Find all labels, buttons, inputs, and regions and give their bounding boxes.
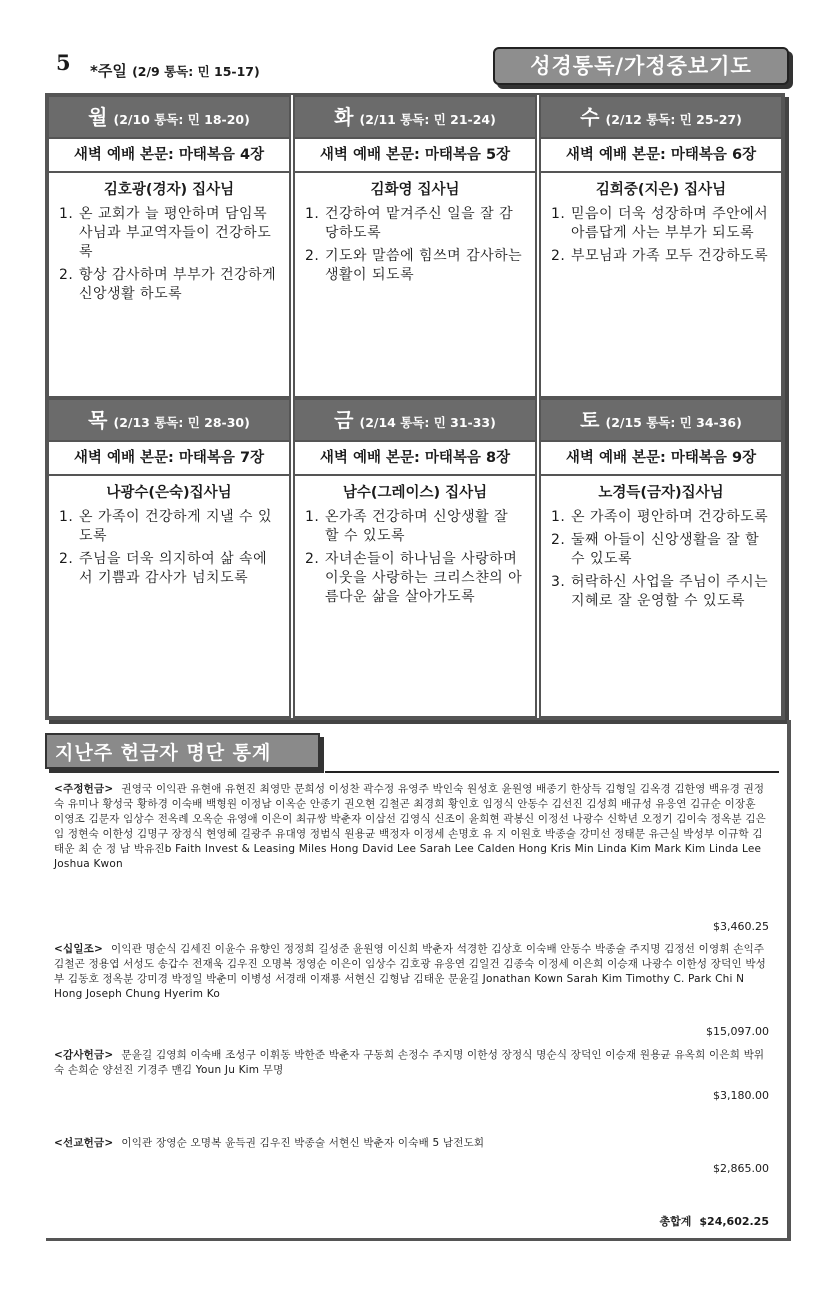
- divider: [325, 771, 779, 773]
- day-person: 남수(그레이스) 집사님: [342, 485, 488, 501]
- prayer-list: [49, 205, 289, 304]
- day-name: 금: [334, 408, 354, 432]
- offering-total: $3,460.25: [713, 920, 769, 933]
- offering-label: <십일조>: [54, 943, 104, 955]
- day-header: [295, 400, 535, 440]
- prayer-item: 1. 믿음이 더욱 성장하며 주안에서 아름답게 사는 부부가 되도록: [551, 206, 769, 241]
- day-person: 김희중(지은) 집사님: [595, 182, 727, 198]
- prayer-item: 2. 자녀손들이 하나님을 사랑하며 이웃을 사랑하는 크리스챤의 아름다운 삶을 살아가도록: [305, 551, 523, 605]
- prayer-item: 1. 온가족 건강하며 신앙생활 잘 할 수 있도록: [305, 509, 509, 544]
- offering-names: 이익관 명순식 김세진 이윤수 유향인 정정희 길성준 윤원영 이신희 박춘자 석경한 김상호 이숙배 안동수 박종술 주지명 김정선 이영휘 손익주 김철곤 정용엽 서성도 송갑수 전재욱 김우진 오명복 정영순 이은이 임상수 김호광 유응연 김일건 김종숙 이정세 이은희 이승재 나광수 이한성 장덕인 박성부 김동호 정옥분 강미경 박정일 박춘미 이병성 서경래 이재룡 서현신 김형남 김태운 문윤길 Jonathan Kown Sarah Kim Timothy C. Park Chi N Hong Joseph Chung Hyerim Ko: [54, 943, 767, 1000]
- day-sermon: 새벽 예배 본문: 마태복음 8장: [295, 440, 535, 476]
- offering-label: <선교헌금>: [54, 1137, 114, 1149]
- day-name: 목: [88, 408, 108, 432]
- grand-total-value: $24,602.25: [699, 1215, 769, 1228]
- sunday-label: *주일: [90, 62, 127, 80]
- sunday-reading: (2/9 통독: 민 15-17): [132, 64, 260, 79]
- day-cell-thu: [47, 398, 291, 718]
- prayer-item: 1. 온 가족이 평안하며 건강하도록: [551, 509, 769, 525]
- offering-names: 이익관 장영순 오명복 윤득권 김우진 박종술 서현신 박춘자 이숙배 5 남전도회: [121, 1137, 485, 1149]
- day-cell-wed: [539, 95, 783, 398]
- grand-total-label: 총합계: [659, 1215, 692, 1228]
- prayer-list: [541, 508, 781, 611]
- day-reading: (2/12 통독: 민 25-27): [605, 112, 742, 127]
- day-person: 나광수(은숙)집사님: [106, 485, 232, 501]
- grand-total: [660, 1213, 769, 1229]
- day-cell-fri: [293, 398, 537, 718]
- prayer-list: [541, 205, 781, 266]
- day-reading: (2/11 통독: 민 21-24): [359, 112, 496, 127]
- day-name: 토: [580, 408, 600, 432]
- day-header: [295, 97, 535, 137]
- prayer-item: 2. 기도와 말씀에 힘쓰며 감사하는 생활이 되도록: [305, 248, 523, 283]
- day-cell-tue: [293, 95, 537, 398]
- offering-section-title: 지난주 헌금자 명단 통계: [45, 733, 320, 769]
- divider: [46, 1238, 791, 1241]
- offering-total: $3,180.00: [713, 1089, 769, 1102]
- prayer-item: 1. 온 가족이 건강하게 지낼 수 있도록: [59, 509, 273, 544]
- day-header: [541, 97, 781, 137]
- prayer-item: 2. 둘째 아들이 신앙생활을 잘 할 수 있도록: [551, 532, 760, 567]
- offering-names: 문윤길 김영희 이숙배 조성구 이휘동 박한준 박춘자 구동희 손정수 주지명 이한성 장정식 명순식 장덕인 이승재 원용균 유옥희 이은희 박위숙 손희순 양선진 기경주 맨김 Youn Ju Kim 무명: [54, 1049, 765, 1076]
- day-reading: (2/15 통독: 민 34-36): [605, 415, 742, 430]
- section-title: 성경통독/가정중보기도: [493, 47, 789, 85]
- offering-names: 권영국 이익관 유현애 유현진 최영만 문희성 이성찬 곽수정 유영주 박인숙 원성호 윤원영 배종기 한상득 김형일 김옥경 김한영 백유경 권정숙 유미나 황성국 황하경 이숙배 백형원 이정남 이옥순 안종기 권오현 김철곤 최경희 황인호 임정식 안동수 김선진 김성희 배규성 유응연 김규순 이장훈 이영조 김문자 임상수 전옥례 오옥순 유영애 이은이 최규쌍 박춘자 이삼선 김영식 신조이 윤희현 곽봉신 이정선 나광수 신학년 오정기 김이숙 정옥분 김은임 정현숙 이한성 김명구 장정식 현영혜 길광주 유대영 정범식 원용균 백정자 이정세 손명호 유 지 이원호 박종술 강미선 정태문 유근실 박성부 이규학 김태운 최 순 정 남 박유진b Faith Invest & Leasing Miles Hong David Lee Sarah Lee Calden Hong Kris Min Linda Kim Mark Kim Linda Lee Joshua Kwon: [54, 783, 767, 870]
- day-reading: (2/13 통독: 민 28-30): [113, 415, 250, 430]
- prayer-item: 1. 건강하여 맡겨주신 일을 잘 감당하도록: [305, 206, 514, 241]
- offering-group-mission: [54, 1136, 768, 1151]
- day-name: 월: [88, 105, 108, 129]
- offering-group-weekly: [54, 782, 768, 872]
- day-sermon: 새벽 예배 본문: 마태복음 9장: [541, 440, 781, 476]
- prayer-item: 2. 부모님과 가족 모두 건강하도록: [551, 248, 769, 264]
- prayer-list: [295, 205, 535, 285]
- day-reading: (2/10 통독: 민 18-20): [113, 112, 250, 127]
- offering-label: <주정헌금>: [54, 783, 114, 795]
- divider: [787, 720, 791, 1240]
- day-sermon: 새벽 예배 본문: 마태복음 6장: [541, 137, 781, 173]
- page-number: 5: [56, 50, 71, 75]
- offering-group-thanksgiving: [54, 1048, 768, 1078]
- day-name: 수: [580, 105, 600, 129]
- offering-total: $15,097.00: [706, 1025, 769, 1038]
- day-reading: (2/14 통독: 민 31-33): [359, 415, 496, 430]
- day-person: 김호광(경자) 집사님: [103, 182, 235, 198]
- day-sermon: 새벽 예배 본문: 마태복음 5장: [295, 137, 535, 173]
- prayer-item: 2. 주님을 더욱 의지하여 삶 속에서 기쁨과 감사가 넘치도록: [59, 551, 268, 586]
- sunday-reading-line: [90, 60, 260, 81]
- day-header: [541, 400, 781, 440]
- day-cell-sat: [539, 398, 783, 718]
- day-person: 노경득(금자)집사님: [598, 485, 724, 501]
- day-header: [49, 400, 289, 440]
- day-cell-mon: [47, 95, 291, 398]
- prayer-item: 1. 온 교회가 늘 평안하며 담임목사님과 부교역자들이 건강하도록: [59, 206, 272, 260]
- day-person: 김화영 집사님: [370, 182, 460, 198]
- prayer-item: 3. 허락하신 사업을 주님이 주시는 지혜로 잘 운영할 수 있도록: [551, 574, 769, 609]
- prayer-list: [295, 508, 535, 607]
- day-sermon: 새벽 예배 본문: 마태복음 4장: [49, 137, 289, 173]
- prayer-list: [49, 508, 289, 588]
- offering-label: <감사헌금>: [54, 1049, 114, 1061]
- prayer-item: 2. 항상 감사하며 부부가 건강하게 신앙생활 하도록: [59, 267, 277, 302]
- day-name: 화: [334, 105, 354, 129]
- day-sermon: 새벽 예배 본문: 마태복음 7장: [49, 440, 289, 476]
- offering-group-tithe: [54, 942, 768, 1002]
- offering-total: $2,865.00: [713, 1162, 769, 1175]
- day-header: [49, 97, 289, 137]
